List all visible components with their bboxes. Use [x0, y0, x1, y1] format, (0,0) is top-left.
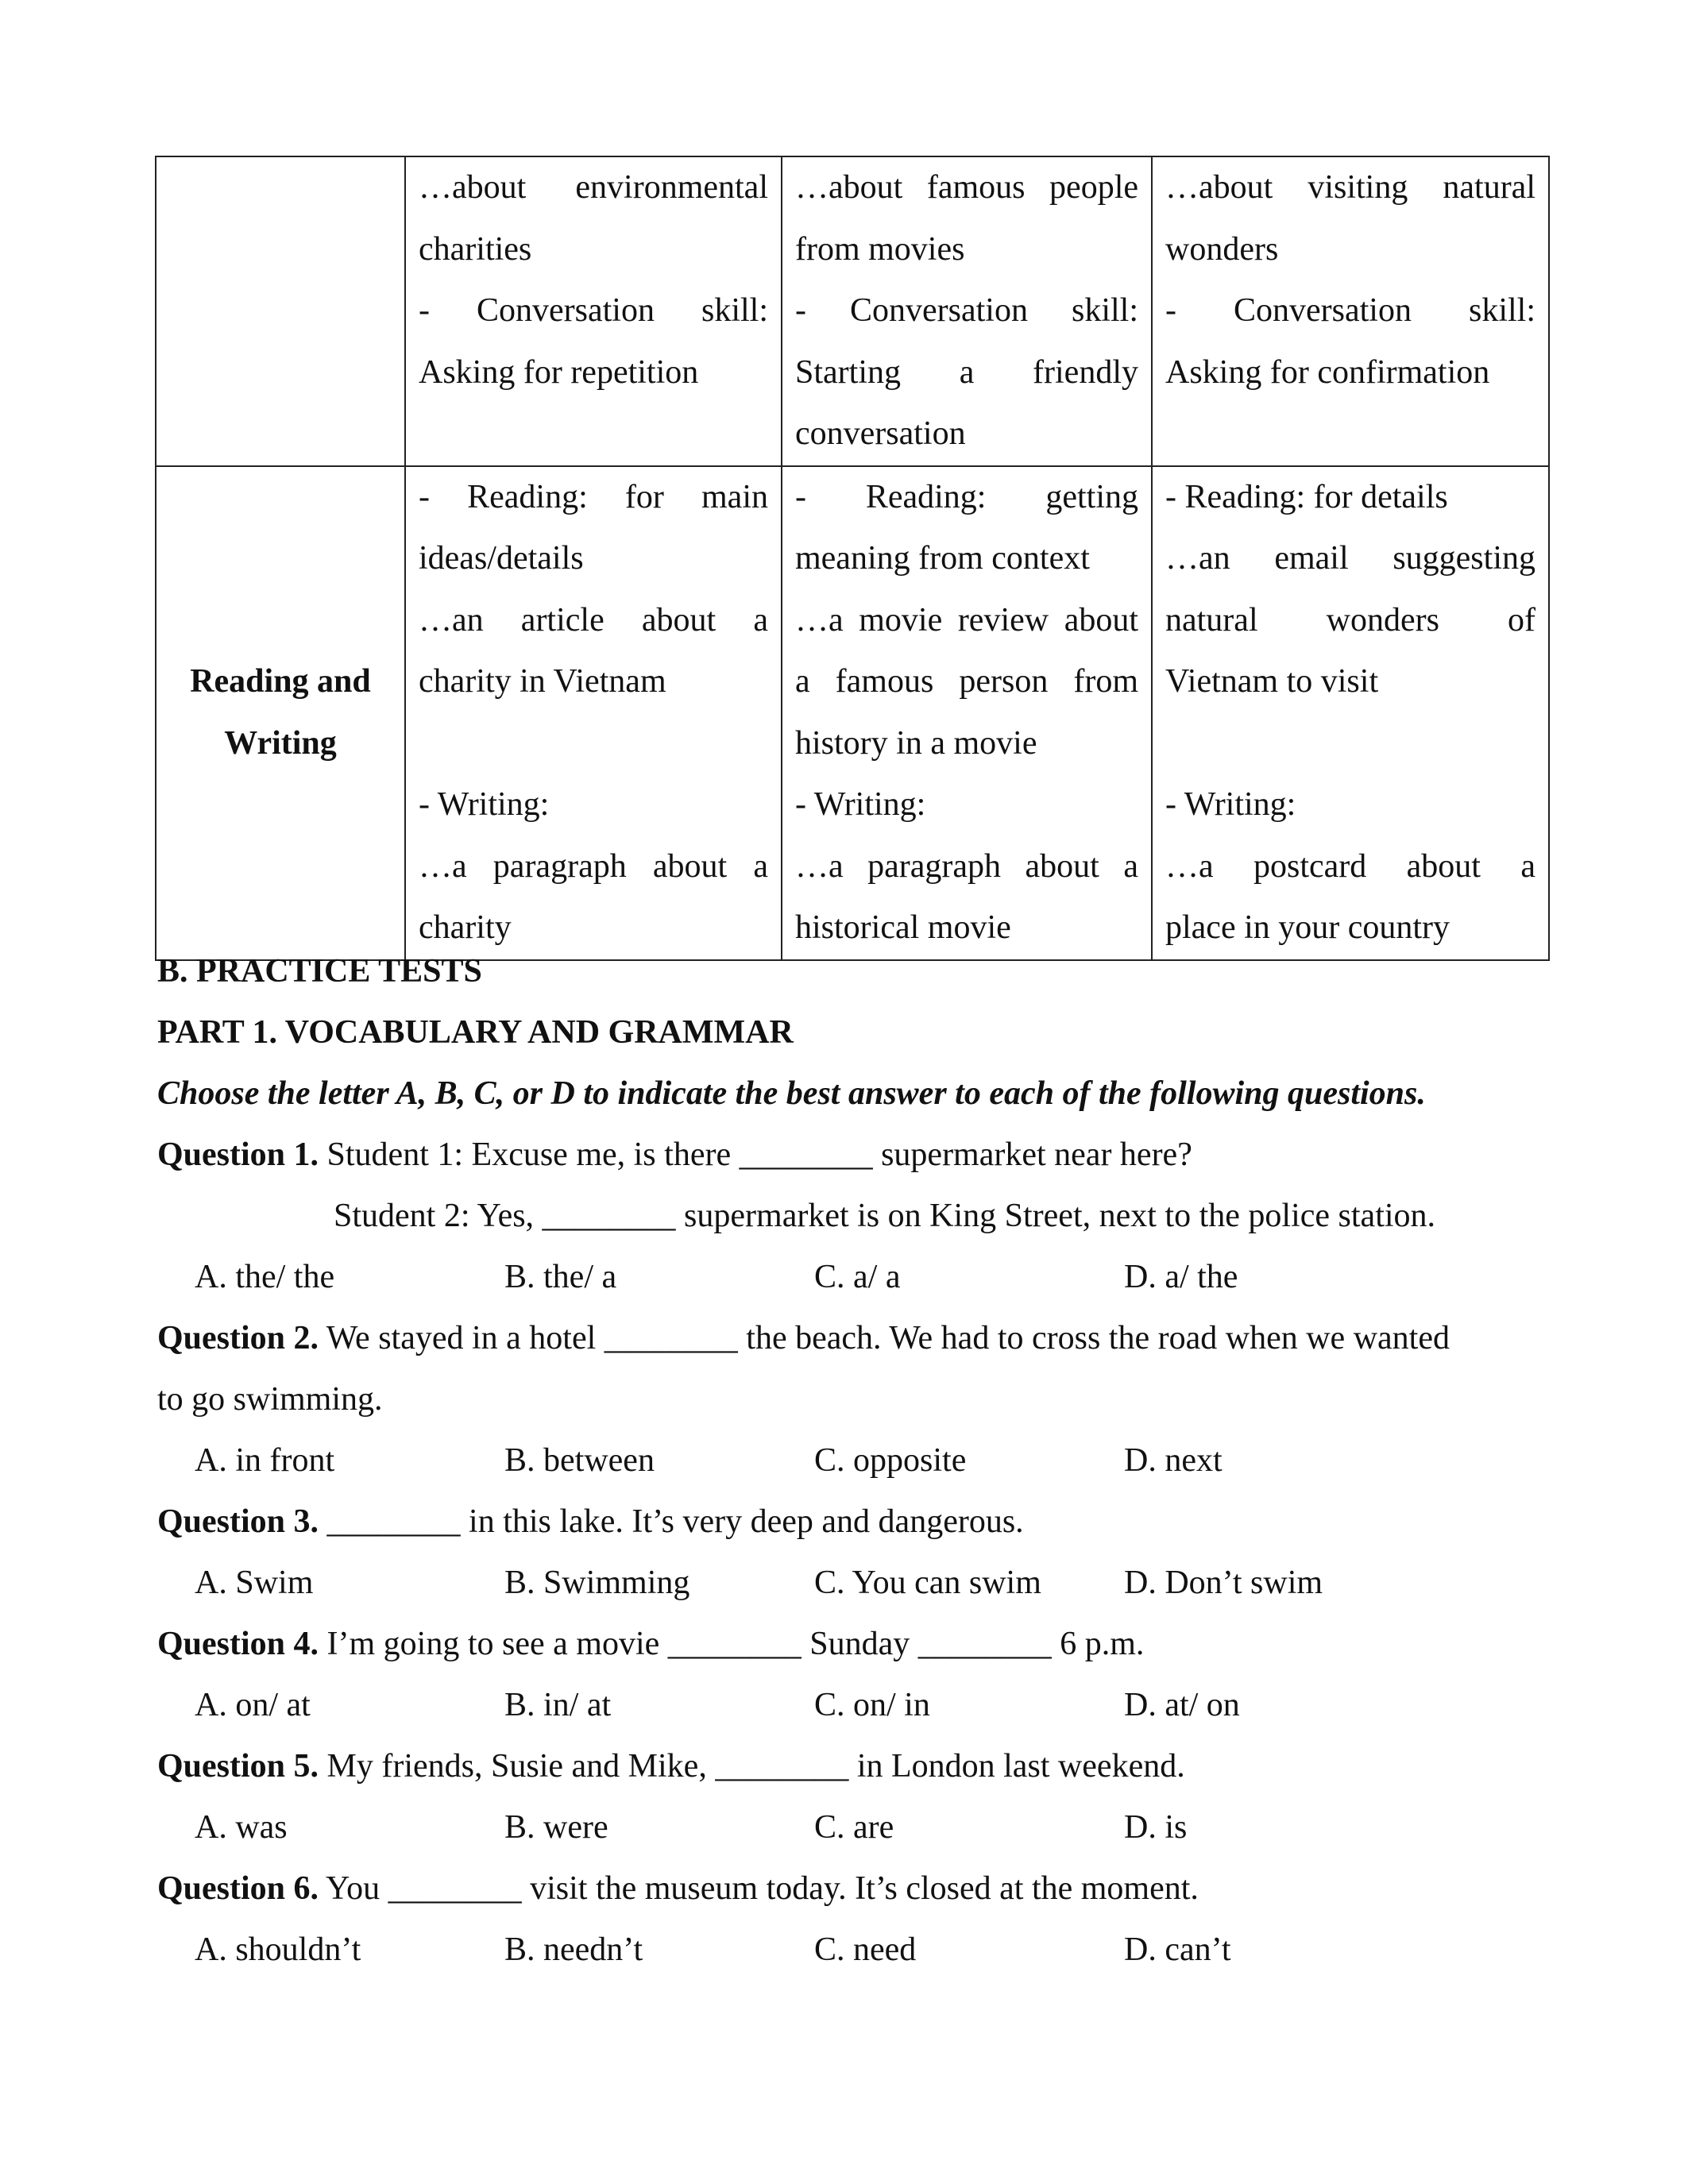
table-cell [405, 466, 782, 960]
option-d[interactable]: D. next [1124, 1442, 1223, 1479]
question-text: Student 1: Excuse me, is there ________ supermarket near here? [319, 1136, 1192, 1173]
option-c[interactable]: C. You can swim [814, 1565, 1041, 1601]
cell-line: - Conversation skill: [1165, 292, 1535, 329]
section-title: B. PRACTICE TESTS [157, 953, 482, 990]
cell-line: - Writing: [1165, 786, 1296, 823]
cell-line: place in your country [1165, 909, 1450, 946]
cell-line: charities [419, 230, 532, 268]
question-label: Question 5. [157, 1748, 319, 1785]
option-d[interactable]: D. at/ on [1124, 1687, 1240, 1723]
cell-line: …about visiting natural [1165, 169, 1535, 206]
cell-line: Asking for confirmation [1165, 353, 1490, 391]
question-label: Question 2. [157, 1320, 319, 1356]
option-d[interactable]: D. can’t [1124, 1931, 1231, 1968]
cell-line: - Reading: for main [419, 478, 768, 515]
option-c[interactable]: C. are [814, 1809, 894, 1846]
question-label: Question 6. [157, 1870, 319, 1907]
option-b[interactable]: B. the/ a [504, 1259, 617, 1295]
cell-line: …a postcard about a [1165, 847, 1535, 885]
option-d[interactable]: D. a/ the [1124, 1259, 1238, 1295]
cell-line: Vietnam to visit [1165, 663, 1379, 700]
option-b[interactable]: B. needn’t [504, 1931, 643, 1968]
cell-line: …an article about a [419, 601, 768, 639]
table-row [156, 466, 1549, 960]
cell-line: - Reading: getting [795, 478, 1138, 515]
cell-line: wonders [1165, 230, 1279, 268]
table-cell [405, 156, 782, 466]
table-cell [1152, 156, 1549, 466]
option-a[interactable]: A. was [195, 1809, 288, 1846]
option-a[interactable]: A. the/ the [195, 1259, 335, 1295]
cell-line: meaning from context [795, 540, 1090, 577]
question-3 [157, 1498, 1024, 1545]
cell-line: ideas/details [419, 540, 584, 577]
cell-line: natural wonders of [1165, 601, 1535, 639]
question-text: We stayed in a hotel ________ the beach. We had to cross the road when we wanted [319, 1320, 1450, 1356]
option-b[interactable]: B. between [504, 1442, 655, 1479]
option-c[interactable]: C. on/ in [814, 1687, 930, 1723]
option-c[interactable]: C. a/ a [814, 1259, 901, 1295]
cell-line: - Conversation skill: [795, 292, 1138, 329]
part-title: PART 1. VOCABULARY AND GRAMMAR [157, 1014, 794, 1051]
skill-label-line: Reading and [190, 663, 371, 700]
option-c[interactable]: C. opposite [814, 1442, 967, 1479]
table-row [156, 156, 1549, 466]
table-cell [782, 156, 1152, 466]
cell-blank-line [1165, 713, 1535, 775]
question-2-line2: to go swimming. [157, 1381, 383, 1418]
question-1-line2: Student 2: Yes, ________ supermarket is on King Street, next to the police station. [334, 1198, 1436, 1234]
cell-line: from movies [795, 230, 965, 268]
option-b[interactable]: B. Swimming [504, 1565, 690, 1601]
option-b[interactable]: B. in/ at [504, 1687, 612, 1723]
syllabus-table [155, 156, 1550, 961]
cell-line: a famous person from [795, 663, 1138, 700]
option-a[interactable]: A. in front [195, 1442, 335, 1479]
question-5 [157, 1742, 1185, 1790]
option-b[interactable]: B. were [504, 1809, 608, 1846]
cell-line: charity in Vietnam [419, 663, 666, 700]
cell-blank-line [419, 713, 768, 775]
cell-line: …a movie review about [795, 601, 1138, 639]
skill-label-line: Writing [224, 724, 337, 762]
question-label: Question 3. [157, 1503, 319, 1540]
cell-line: - Conversation skill: [419, 292, 768, 329]
cell-line: historical movie [795, 909, 1011, 946]
question-label: Question 4. [157, 1626, 319, 1662]
cell-line: …an email suggesting [1165, 540, 1535, 577]
skill-label [156, 466, 405, 960]
cell-line: …about environmental [419, 169, 768, 206]
question-6 [157, 1865, 1199, 1912]
question-4 [157, 1620, 1144, 1668]
cell-line: charity [419, 909, 512, 946]
option-a[interactable]: A. shouldn’t [195, 1931, 361, 1968]
table-cell-skill-empty [156, 156, 405, 466]
option-a[interactable]: A. on/ at [195, 1687, 311, 1723]
question-1 [157, 1131, 1192, 1179]
cell-line: - Writing: [795, 786, 926, 823]
cell-line: Asking for repetition [419, 353, 699, 391]
cell-line: conversation [795, 415, 966, 452]
question-text: I’m going to see a movie ________ Sunday ________ 6 p.m. [319, 1626, 1145, 1662]
cell-line: - Writing: [419, 786, 550, 823]
question-2 [157, 1314, 1450, 1362]
table-cell [1152, 466, 1549, 960]
question-text: You ________ visit the museum today. It’s closed at the moment. [319, 1870, 1199, 1907]
option-d[interactable]: D. is [1124, 1809, 1188, 1846]
option-c[interactable]: C. need [814, 1931, 917, 1968]
option-a[interactable]: A. Swim [195, 1565, 314, 1601]
cell-line: - Reading: for details [1165, 478, 1448, 515]
question-label: Question 1. [157, 1136, 319, 1173]
cell-line: history in a movie [795, 724, 1037, 762]
table-cell [782, 466, 1152, 960]
question-text: ________ in this lake. It’s very deep and dangerous. [319, 1503, 1024, 1540]
cell-line: Starting a friendly [795, 353, 1138, 391]
cell-line: …a paragraph about a [419, 847, 768, 885]
cell-line: …about famous people [795, 169, 1138, 206]
question-text: My friends, Susie and Mike, ________ in London last weekend. [319, 1748, 1185, 1785]
instruction: Choose the letter A, B, C, or D to indicate the best answer to each of the following questions. [157, 1075, 1426, 1112]
cell-line: …a paragraph about a [795, 847, 1138, 885]
option-d[interactable]: D. Don’t swim [1124, 1565, 1323, 1601]
